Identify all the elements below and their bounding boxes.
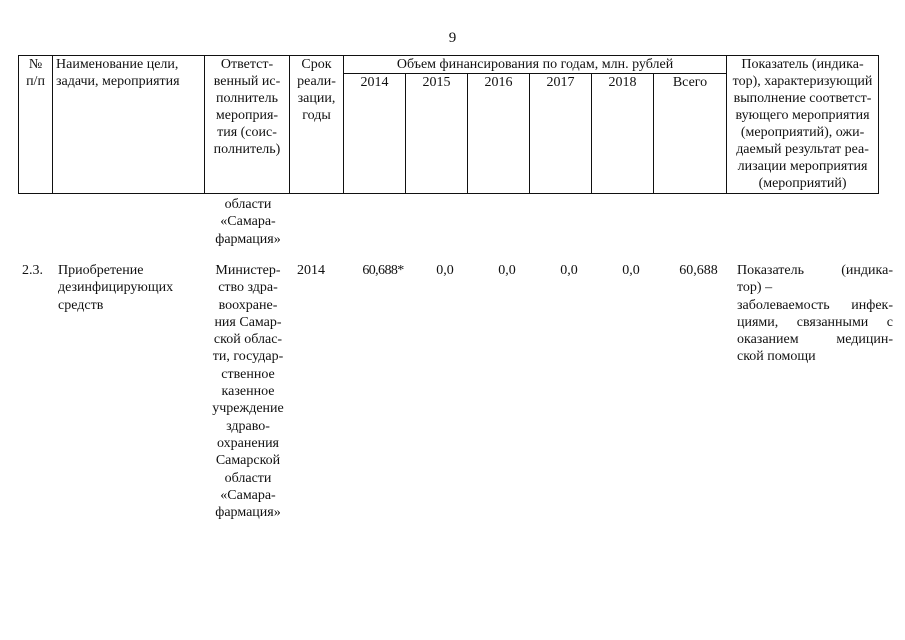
row-responsible: Министер- ство здра- воохране- ния Самар- ской облас- ти, государ- ственное казенное учреждение здраво- охранения Самарской области «Самара- фармация» [212, 263, 284, 521]
header-table [18, 55, 879, 194]
row-value-total: 60,688 [679, 263, 718, 278]
header-year-2015: 2015 [406, 74, 468, 194]
header-indicator: Показатель (индика- тор), характеризующий выполнение соответст- вующего мероприятия (мероприятий), ожи- даемый результат реа- лизации мероприятия (мероприятий) [727, 56, 879, 194]
header-year-2018: 2018 [592, 74, 654, 194]
continuation-text: области «Самара- фармация» [215, 197, 281, 247]
header-funding: Объем финансирования по годам, млн. рублей [344, 56, 727, 74]
header-total: Всего [654, 74, 727, 194]
row-indicator: Показатель (индика- тор) – заболеваемость инфек- циями, связанными с оказанием медицин- ской помощи [737, 263, 893, 365]
header-num: № п/п [19, 56, 53, 194]
row-value-2017: 0,0 [560, 263, 578, 278]
row-value-2014: 60,688* [362, 263, 404, 278]
header-name: Наименование цели, задачи, мероприятия [53, 56, 205, 194]
row-value-2016: 0,0 [498, 263, 516, 278]
row-value-2018: 0,0 [622, 263, 640, 278]
header-term: Срок реали- зации, годы [290, 56, 344, 194]
row-value-2015: 0,0 [436, 263, 454, 278]
header-year-2017: 2017 [530, 74, 592, 194]
header-year-2016: 2016 [468, 74, 530, 194]
row-name: Приобретение дезинфицирующих средств [58, 263, 174, 313]
row-number: 2.3. [22, 263, 43, 278]
header-year-2014: 2014 [344, 74, 406, 194]
page-number: 9 [448, 30, 457, 46]
header-responsible: Ответст- венный ис- полнитель мероприя- тия (соис- полнитель) [205, 56, 290, 194]
row-term: 2014 [297, 263, 325, 278]
